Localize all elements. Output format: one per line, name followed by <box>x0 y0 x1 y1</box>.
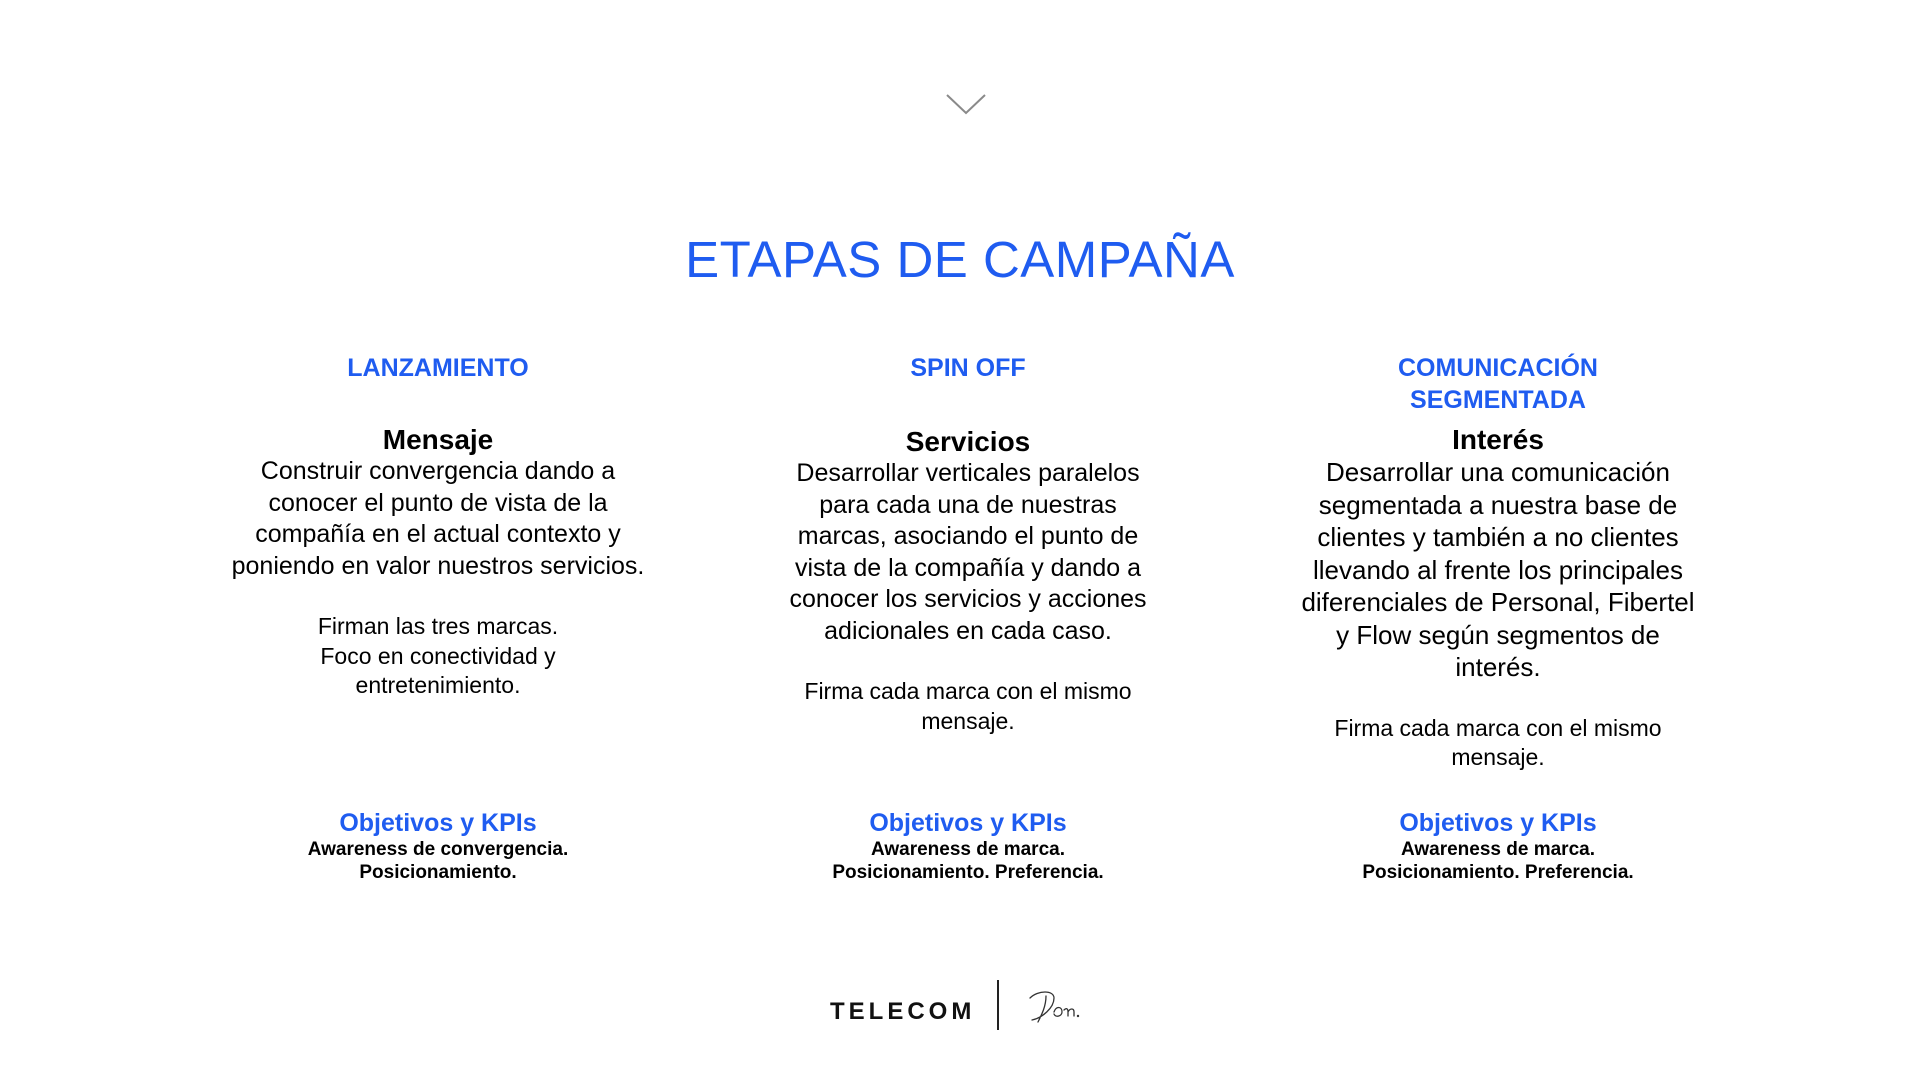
kpi-title: Objetivos y KPIs <box>869 809 1067 837</box>
body-line: poniendo en valor nuestros servicios. <box>231 551 645 580</box>
sign-line: Firman las tres marcas. <box>317 613 559 639</box>
sign-line: Firma cada marca con el mismo <box>1334 714 1662 741</box>
body-text <box>718 458 1218 647</box>
sign-text <box>1248 714 1748 773</box>
body-line: Construir convergencia dando a <box>260 457 616 485</box>
sign-text <box>718 677 1218 736</box>
kpi-block-comunicacion-segmentada <box>1248 808 1748 884</box>
kpi-title: Objetivos y KPIs <box>339 809 537 837</box>
body-line: clientes y también a no clientes <box>1317 522 1679 552</box>
don-signature-logo <box>1024 984 1108 1028</box>
body-line: Desarrollar verticales paralelos <box>796 459 1140 487</box>
page-title: ETAPAS DE CAMPAÑA <box>685 231 1235 288</box>
body-line: compañía en el actual contexto y <box>255 520 621 548</box>
footer <box>0 980 1920 1040</box>
telecom-logo: TELECOM <box>830 998 976 1025</box>
kpi-line: Awareness de marca. <box>871 839 1065 860</box>
kpi-block-spin-off <box>718 808 1218 884</box>
body-line: y Flow según segmentos de <box>1336 619 1660 650</box>
body-text <box>1248 456 1748 684</box>
body-line: conocer los servicios y acciones <box>789 585 1147 613</box>
stage-column-comunicacion-segmentada <box>1248 352 1748 773</box>
body-line: para cada una de nuestras <box>819 490 1117 519</box>
kpi-line: Posicionamiento. Preferencia. <box>1362 862 1634 883</box>
body-line: conocer el punto de vista de la <box>268 488 608 517</box>
body-line: adicionales en cada caso. <box>824 616 1112 645</box>
body-line: llevando al frente los principales <box>1313 554 1683 585</box>
body-line: segmentada a nuestra base de <box>1318 489 1678 520</box>
body-text <box>188 456 688 582</box>
body-line: interés. <box>1455 652 1541 682</box>
kpi-line: Awareness de marca. <box>1401 839 1595 860</box>
chevron-down-icon[interactable] <box>945 92 987 116</box>
stage-column-lanzamiento <box>188 352 688 701</box>
block-title: Servicios <box>905 426 1031 457</box>
stage-title: LANZAMIENTO <box>347 354 529 382</box>
sign-line: mensaje. <box>921 707 1015 734</box>
stage-title: SPIN OFF <box>910 354 1026 382</box>
stage-title <box>1378 352 1618 416</box>
footer-divider <box>997 980 999 1030</box>
block-title: Interés <box>1452 424 1544 455</box>
kpi-line: Awareness de convergencia. <box>307 839 569 860</box>
kpi-text <box>718 838 1218 884</box>
body-line: Desarrollar una comunicación <box>1326 457 1670 487</box>
sign-line: Foco en conectividad y <box>320 642 556 669</box>
stage-title-line: SEGMENTADA <box>1410 386 1586 414</box>
sign-line: entretenimiento. <box>355 672 521 698</box>
sign-text <box>188 612 688 701</box>
block-title: Mensaje <box>382 424 494 455</box>
sign-line: Firma cada marca con el mismo <box>804 678 1132 704</box>
kpi-line: Posicionamiento. <box>359 862 517 883</box>
sign-line: mensaje. <box>1451 744 1545 770</box>
kpi-text <box>1248 838 1748 884</box>
kpi-line: Posicionamiento. Preferencia. <box>832 862 1104 883</box>
stage-title-line: COMUNICACIÓN <box>1398 354 1598 382</box>
kpi-block-lanzamiento <box>188 808 688 884</box>
body-line: vista de la compañía y dando a <box>794 553 1142 582</box>
body-line: marcas, asociando el punto de <box>797 522 1139 550</box>
stage-column-spin-off <box>718 352 1218 736</box>
kpi-title: Objetivos y KPIs <box>1399 809 1597 837</box>
body-line: diferenciales de Personal, Fibertel <box>1301 587 1695 617</box>
kpi-text <box>188 838 688 884</box>
